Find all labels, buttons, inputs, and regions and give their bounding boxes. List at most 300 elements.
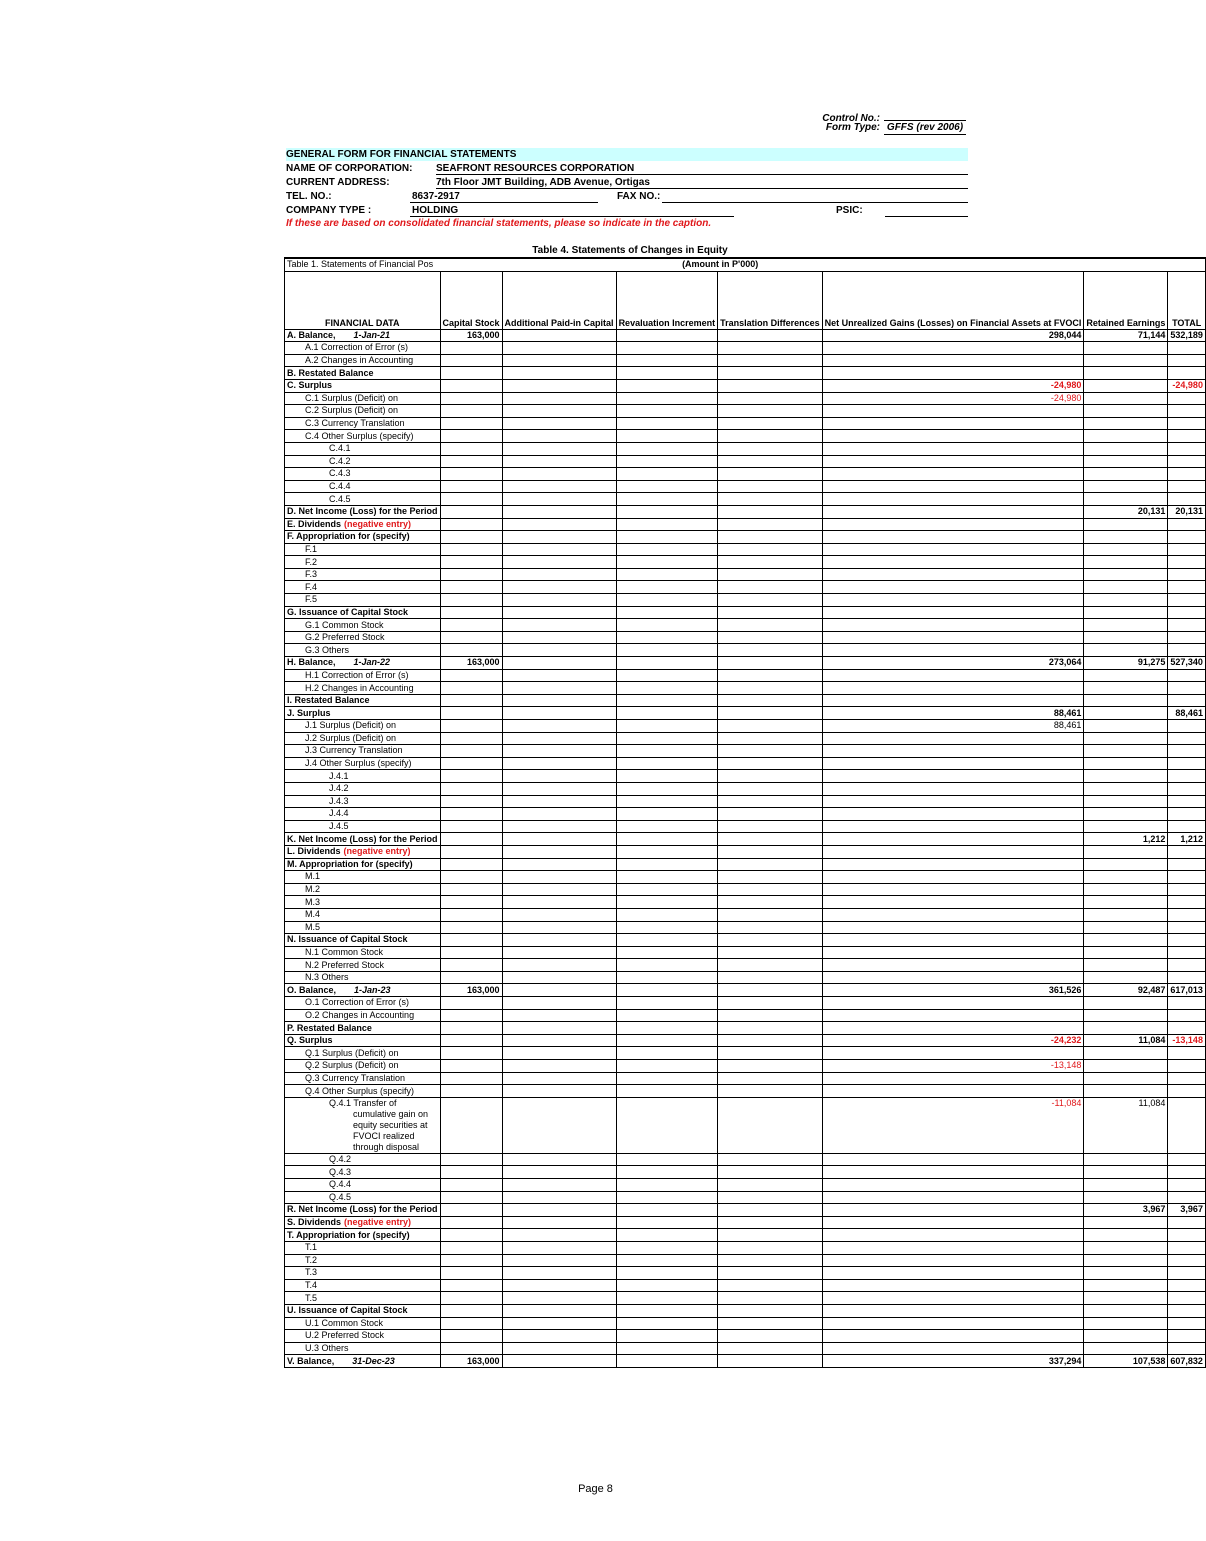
value-cell: -24,232 — [822, 1034, 1084, 1047]
value-cell — [502, 1229, 616, 1242]
value-cell — [718, 707, 823, 720]
table-row — [285, 631, 1206, 644]
value-cell — [502, 455, 616, 468]
value-cell — [718, 1166, 823, 1179]
value-cell: 617,013 — [1168, 984, 1206, 997]
row-label: B. Restated Balance — [285, 367, 441, 380]
value-cell — [718, 392, 823, 405]
value-cell — [440, 1216, 502, 1229]
value-cell — [822, 556, 1084, 569]
value-cell — [1084, 468, 1168, 481]
value-cell — [502, 1153, 616, 1166]
value-cell — [718, 782, 823, 795]
value-cell — [1084, 1279, 1168, 1292]
value-cell — [822, 543, 1084, 556]
value-cell — [502, 581, 616, 594]
value-cell — [718, 493, 823, 506]
value-cell — [502, 959, 616, 972]
row-label: U.1 Common Stock — [285, 1317, 441, 1330]
value-cell — [822, 845, 1084, 858]
value-cell — [616, 518, 718, 531]
table-row — [285, 770, 1206, 783]
value-cell — [1084, 732, 1168, 745]
value-cell: 1,212 — [1168, 833, 1206, 846]
row-label: O. Balance, 1-Jan-23 — [285, 984, 441, 997]
value-cell — [822, 480, 1084, 493]
table-row — [285, 543, 1206, 556]
value-cell — [440, 455, 502, 468]
value-cell — [718, 342, 823, 355]
value-cell — [718, 430, 823, 443]
value-cell — [502, 1267, 616, 1280]
value-cell — [822, 442, 1084, 455]
value-cell — [616, 594, 718, 607]
value-cell — [440, 1204, 502, 1217]
value-cell — [718, 468, 823, 481]
value-cell — [718, 1229, 823, 1242]
value-cell — [502, 493, 616, 506]
table-row — [285, 1072, 1206, 1085]
value-cell — [1168, 682, 1206, 695]
equity-table — [284, 257, 1206, 1368]
value-cell — [440, 682, 502, 695]
value-cell — [822, 1179, 1084, 1192]
value-cell — [1084, 782, 1168, 795]
row-label: M.2 — [285, 883, 441, 896]
row-label: H.1 Correction of Error (s) — [285, 669, 441, 682]
value-cell — [1168, 342, 1206, 355]
value-cell — [718, 808, 823, 821]
table-row — [285, 1009, 1206, 1022]
value-cell — [1168, 1085, 1206, 1098]
row-label: F.2 — [285, 556, 441, 569]
value-cell — [1084, 644, 1168, 657]
value-cell — [822, 518, 1084, 531]
value-cell — [1168, 556, 1206, 569]
value-cell — [1168, 896, 1206, 909]
value-cell — [1084, 543, 1168, 556]
value-cell — [822, 354, 1084, 367]
value-cell — [1168, 594, 1206, 607]
value-cell — [822, 1279, 1084, 1292]
value-cell — [718, 745, 823, 758]
row-label: Q. Surplus — [285, 1034, 441, 1047]
value-cell — [1084, 581, 1168, 594]
row-label: M.5 — [285, 921, 441, 934]
value-cell — [502, 883, 616, 896]
col-net-unrealized: Net Unrealized Gains (Losses) on Financial Assets at FVOCI — [822, 271, 1084, 329]
value-cell — [502, 1022, 616, 1035]
value-cell — [822, 1254, 1084, 1267]
value-cell — [1084, 921, 1168, 934]
value-cell — [502, 619, 616, 632]
value-cell — [616, 367, 718, 380]
value-cell — [440, 606, 502, 619]
value-cell — [440, 1330, 502, 1343]
value-cell — [440, 493, 502, 506]
row-label: T. Appropriation for (specify) — [285, 1229, 441, 1242]
value-cell — [1084, 1304, 1168, 1317]
value-cell — [616, 896, 718, 909]
value-cell — [616, 795, 718, 808]
value-cell — [822, 745, 1084, 758]
value-cell — [1084, 430, 1168, 443]
table-row — [285, 1241, 1206, 1254]
value-cell — [502, 392, 616, 405]
value-cell — [1084, 1085, 1168, 1098]
value-cell — [440, 921, 502, 934]
value-cell — [1084, 1317, 1168, 1330]
value-cell: 273,064 — [822, 657, 1084, 670]
value-cell — [822, 795, 1084, 808]
value-cell — [1168, 619, 1206, 632]
table-row — [285, 782, 1206, 795]
value-cell — [1084, 745, 1168, 758]
value-cell — [718, 1317, 823, 1330]
value-cell — [822, 858, 1084, 871]
value-cell — [502, 934, 616, 947]
value-cell — [440, 417, 502, 430]
row-label: D. Net Income (Loss) for the Period — [285, 505, 441, 518]
value-cell — [616, 1153, 718, 1166]
row-label: C.4.4 — [285, 480, 441, 493]
table-row — [285, 1216, 1206, 1229]
value-cell — [1168, 1330, 1206, 1343]
value-cell — [440, 1191, 502, 1204]
value-cell — [718, 1355, 823, 1368]
value-cell: 88,461 — [1168, 707, 1206, 720]
value-cell — [616, 682, 718, 695]
value-cell — [440, 858, 502, 871]
value-cell — [616, 745, 718, 758]
value-cell — [616, 442, 718, 455]
value-cell — [1168, 1317, 1206, 1330]
value-cell — [1084, 1267, 1168, 1280]
value-cell — [616, 946, 718, 959]
value-cell — [718, 959, 823, 972]
table-row — [285, 329, 1206, 342]
row-label: V. Balance, 31-Dec-23 — [285, 1355, 441, 1368]
col-additional-paid-in: Additional Paid-in Capital — [502, 271, 616, 329]
value-cell — [1168, 367, 1206, 380]
row-label: Q.4.2 — [285, 1153, 441, 1166]
value-cell — [616, 606, 718, 619]
value-cell — [1168, 1097, 1206, 1153]
value-cell: 88,461 — [822, 707, 1084, 720]
value-cell — [1168, 757, 1206, 770]
row-label: J.4.2 — [285, 782, 441, 795]
value-cell — [616, 468, 718, 481]
table-row — [285, 934, 1206, 947]
value-cell — [616, 417, 718, 430]
value-cell — [1084, 908, 1168, 921]
value-cell — [616, 568, 718, 581]
table-row — [285, 720, 1206, 733]
row-label: J.4.1 — [285, 770, 441, 783]
value-cell — [718, 1060, 823, 1073]
value-cell — [1168, 480, 1206, 493]
value-cell — [502, 543, 616, 556]
value-cell — [1084, 1060, 1168, 1073]
value-cell: -11,084 — [822, 1097, 1084, 1153]
value-cell — [1168, 858, 1206, 871]
row-label: J.3 Currency Translation — [285, 745, 441, 758]
value-cell — [440, 1292, 502, 1305]
value-cell — [616, 430, 718, 443]
value-cell — [718, 1330, 823, 1343]
consolidated-note: If these are based on consolidated financial statements, please so indicate in the caption. — [286, 218, 712, 229]
col-revaluation: Revaluation Increment — [616, 271, 718, 329]
value-cell — [440, 468, 502, 481]
value-cell — [502, 720, 616, 733]
value-cell — [440, 1229, 502, 1242]
value-cell — [1168, 921, 1206, 934]
value-cell — [1168, 1166, 1206, 1179]
value-cell — [440, 556, 502, 569]
value-cell — [718, 1204, 823, 1217]
value-cell — [502, 896, 616, 909]
table-row — [285, 845, 1206, 858]
value-cell — [1084, 997, 1168, 1010]
value-cell — [1168, 354, 1206, 367]
value-cell — [718, 871, 823, 884]
table-row — [285, 732, 1206, 745]
value-cell — [1168, 694, 1206, 707]
value-cell — [1084, 1229, 1168, 1242]
value-cell — [502, 329, 616, 342]
value-cell — [502, 606, 616, 619]
value-cell — [616, 732, 718, 745]
value-cell — [616, 392, 718, 405]
value-cell — [440, 871, 502, 884]
table-row — [285, 959, 1206, 972]
value-cell — [616, 379, 718, 392]
address-value: 7th Floor JMT Building, ADB Avenue, Ortigas — [436, 177, 650, 188]
value-cell — [1084, 883, 1168, 896]
value-cell — [718, 921, 823, 934]
value-cell — [822, 1267, 1084, 1280]
row-label: O.2 Changes in Accounting — [285, 1009, 441, 1022]
row-label: S. Dividends (negative entry) — [285, 1216, 441, 1229]
value-cell — [502, 707, 616, 720]
table-row — [285, 682, 1206, 695]
value-cell — [440, 959, 502, 972]
row-label: C.2 Surplus (Deficit) on — [285, 405, 441, 418]
value-cell — [440, 782, 502, 795]
value-cell — [440, 367, 502, 380]
table-row — [285, 694, 1206, 707]
value-cell — [1084, 1047, 1168, 1060]
value-cell — [440, 1153, 502, 1166]
corporation-name-label: NAME OF CORPORATION: — [286, 163, 413, 174]
value-cell — [1084, 669, 1168, 682]
value-cell — [616, 883, 718, 896]
value-cell — [1168, 1009, 1206, 1022]
value-cell — [616, 971, 718, 984]
value-cell — [718, 858, 823, 871]
value-cell — [1168, 1279, 1206, 1292]
value-cell — [1084, 1009, 1168, 1022]
table-row — [285, 1179, 1206, 1192]
value-cell — [1084, 531, 1168, 544]
row-label: G.1 Common Stock — [285, 619, 441, 632]
value-cell — [616, 1034, 718, 1047]
row-label: C.4.2 — [285, 455, 441, 468]
value-cell — [502, 694, 616, 707]
value-cell — [1084, 594, 1168, 607]
value-cell — [502, 669, 616, 682]
value-cell — [718, 1254, 823, 1267]
value-cell — [616, 707, 718, 720]
value-cell — [1084, 392, 1168, 405]
value-cell — [1168, 392, 1206, 405]
value-cell — [1084, 1330, 1168, 1343]
value-cell — [1168, 581, 1206, 594]
value-cell — [440, 707, 502, 720]
value-cell — [616, 757, 718, 770]
value-cell — [502, 971, 616, 984]
value-cell — [1084, 871, 1168, 884]
value-cell — [1084, 379, 1168, 392]
table-row — [285, 657, 1206, 670]
value-cell: 337,294 — [822, 1355, 1084, 1368]
value-cell — [1168, 631, 1206, 644]
value-cell — [502, 1047, 616, 1060]
value-cell — [440, 342, 502, 355]
value-cell — [1168, 493, 1206, 506]
value-cell — [822, 833, 1084, 846]
value-cell — [1084, 631, 1168, 644]
table-row — [285, 379, 1206, 392]
value-cell — [440, 757, 502, 770]
value-cell — [440, 669, 502, 682]
corporation-name-value: SEAFRONT RESOURCES CORPORATION — [436, 163, 635, 174]
value-cell — [502, 1085, 616, 1098]
value-cell — [1084, 720, 1168, 733]
row-label: M.3 — [285, 896, 441, 909]
table-row — [285, 820, 1206, 833]
value-cell — [616, 1179, 718, 1192]
row-label: F. Appropriation for (specify) — [285, 531, 441, 544]
value-cell: 11,084 — [1084, 1097, 1168, 1153]
value-cell — [1084, 795, 1168, 808]
value-cell — [502, 1097, 616, 1153]
table-row — [285, 1047, 1206, 1060]
value-cell — [1084, 1292, 1168, 1305]
value-cell — [616, 908, 718, 921]
value-cell — [440, 934, 502, 947]
value-cell — [1168, 1179, 1206, 1192]
value-cell: 163,000 — [440, 984, 502, 997]
value-cell — [616, 1279, 718, 1292]
value-cell: 361,526 — [822, 984, 1084, 997]
value-cell — [718, 1072, 823, 1085]
value-cell — [1084, 442, 1168, 455]
value-cell — [616, 934, 718, 947]
value-cell — [1084, 896, 1168, 909]
value-cell — [502, 820, 616, 833]
value-cell — [502, 442, 616, 455]
value-cell — [822, 959, 1084, 972]
value-cell — [616, 405, 718, 418]
row-label: Q.3 Currency Translation — [285, 1072, 441, 1085]
value-cell — [616, 820, 718, 833]
value-cell — [440, 430, 502, 443]
value-cell — [1168, 971, 1206, 984]
value-cell — [718, 379, 823, 392]
value-cell — [1168, 871, 1206, 884]
page-number: Page 8 — [578, 1483, 613, 1495]
row-label: Q.1 Surplus (Deficit) on — [285, 1047, 441, 1060]
value-cell — [1084, 367, 1168, 380]
value-cell — [1168, 908, 1206, 921]
row-label: T.4 — [285, 1279, 441, 1292]
row-label: H.2 Changes in Accounting — [285, 682, 441, 695]
value-cell — [1084, 959, 1168, 972]
value-cell — [822, 694, 1084, 707]
value-cell — [1168, 1153, 1206, 1166]
value-cell — [822, 1153, 1084, 1166]
table-row — [285, 417, 1206, 430]
value-cell — [822, 997, 1084, 1010]
control-no-field[interactable] — [884, 108, 966, 121]
row-label: Q.4.5 — [285, 1191, 441, 1204]
value-cell — [616, 1085, 718, 1098]
row-label: P. Restated Balance — [285, 1022, 441, 1035]
value-cell — [440, 405, 502, 418]
value-cell — [1168, 1060, 1206, 1073]
row-label: Q.4.4 — [285, 1179, 441, 1192]
value-cell — [718, 644, 823, 657]
value-cell — [1168, 883, 1206, 896]
value-cell — [502, 379, 616, 392]
value-cell — [440, 1179, 502, 1192]
value-cell — [502, 770, 616, 783]
value-cell — [822, 531, 1084, 544]
value-cell — [616, 1241, 718, 1254]
value-cell — [718, 354, 823, 367]
value-cell — [616, 1097, 718, 1153]
value-cell — [1084, 858, 1168, 871]
value-cell — [822, 1330, 1084, 1343]
value-cell — [440, 1034, 502, 1047]
value-cell — [616, 845, 718, 858]
row-label: C.1 Surplus (Deficit) on — [285, 392, 441, 405]
value-cell — [718, 971, 823, 984]
value-cell — [440, 1279, 502, 1292]
value-cell — [502, 417, 616, 430]
table-row — [285, 921, 1206, 934]
table-row — [285, 1304, 1206, 1317]
value-cell — [616, 1216, 718, 1229]
value-cell — [718, 1292, 823, 1305]
value-cell — [1084, 1241, 1168, 1254]
value-cell: 1,212 — [1084, 833, 1168, 846]
value-cell — [616, 1229, 718, 1242]
table-row — [285, 858, 1206, 871]
table-row — [285, 594, 1206, 607]
row-label: M.4 — [285, 908, 441, 921]
sub-left: Table 1. Statements of Financial Pos — [285, 258, 617, 271]
value-cell — [1168, 1267, 1206, 1280]
value-cell — [616, 581, 718, 594]
value-cell — [440, 1254, 502, 1267]
value-cell — [440, 971, 502, 984]
value-cell — [502, 757, 616, 770]
value-cell — [502, 354, 616, 367]
value-cell — [822, 594, 1084, 607]
value-cell — [1084, 606, 1168, 619]
